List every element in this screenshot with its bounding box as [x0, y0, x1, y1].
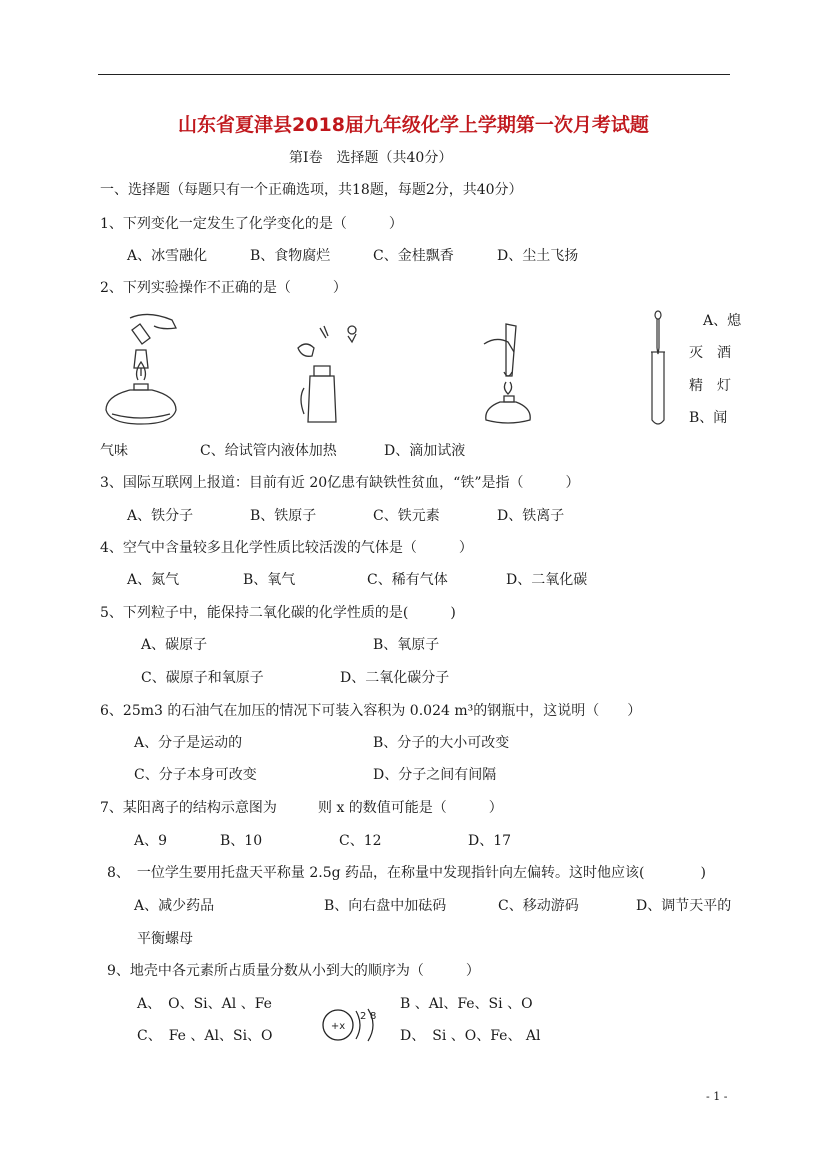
question-2-side-label-3: 精 灯 [689, 378, 731, 394]
question-7-option-c: C、12 [339, 833, 382, 849]
question-6-option-d: D、分子之间有间隔 [373, 767, 497, 783]
question-3-option-d: D、铁离子 [497, 508, 565, 524]
question-4-option-c: C、稀有气体 [367, 572, 448, 588]
header-rule [98, 74, 730, 75]
question-1-option-b: B、食物腐烂 [250, 248, 331, 264]
question-2-stem: 2、下列实验操作不正确的是（ ） [100, 280, 347, 296]
question-3-option-c: C、铁元素 [373, 508, 440, 524]
question-8-stem: 8、 一位学生要用托盘天平称量 2.5g 药品，在称量中发现指针向左偏转。这时他应该( ) [107, 865, 706, 881]
question-8-option-b: B、向右盘中加砝码 [324, 898, 447, 914]
ion-structure-diagram [318, 1005, 384, 1045]
question-3-option-a: A、铁分子 [127, 508, 194, 524]
question-6-stem: 6、25m3 的石油气在加压的情况下可装入容积为 0.024 m³的钢瓶中，这说明（ ） [100, 703, 642, 719]
question-4-stem: 4、空气中含量较多且化学性质比较活泼的气体是（ ） [100, 540, 473, 556]
question-2-option-b-cont: 气味 [100, 443, 128, 459]
question-7-stem-start: 7、某阳离子的结构示意图为 [100, 800, 277, 816]
smelling-gas-illustration [290, 318, 365, 430]
question-8-option-c: C、移动游码 [498, 898, 579, 914]
question-8-option-d: D、调节天平的 [636, 898, 732, 914]
question-9-option-b: B 、Al、Fe、Si 、O [400, 996, 533, 1012]
question-5-stem: 5、下列粒子中，能保持二氧化碳的化学性质的是( ) [100, 605, 456, 621]
question-2-side-label-1: A、熄 [703, 313, 742, 329]
nucleus-charge: +x [330, 1021, 346, 1032]
question-7-option-a: A、9 [134, 833, 168, 849]
question-7-option-d: D、17 [468, 833, 512, 849]
question-5-option-d: D、二氧化碳分子 [340, 670, 450, 686]
question-2-side-label-2: 灭 酒 [689, 345, 731, 361]
shell-2-electrons: 8 [370, 1011, 377, 1022]
question-4-option-a: A、氮气 [127, 572, 180, 588]
section-heading: 第Ⅰ卷 选择题（共40分） [289, 150, 453, 166]
question-8-option-d-cont: 平衡螺母 [137, 931, 193, 947]
alcohol-lamp-extinguish-illustration [100, 310, 190, 430]
heating-test-tube-illustration [478, 316, 548, 428]
question-1-option-a: A、冰雪融化 [127, 248, 208, 264]
question-5-option-c: C、碳原子和氧原子 [141, 670, 264, 686]
dropper-illustration [643, 310, 673, 428]
question-9-option-a: A、 O、Si、Al 、Fe [137, 996, 272, 1012]
question-8-option-a: A、减少药品 [134, 898, 215, 914]
question-2-side-label-4: B、闻 [689, 410, 728, 426]
page-number: - 1 - [706, 1090, 728, 1103]
shell-1-electrons: 2 [360, 1011, 367, 1022]
part-heading: 一、选择题（每题只有一个正确选项，共18题，每题2分，共40分） [100, 182, 523, 198]
question-6-option-c: C、分子本身可改变 [134, 767, 257, 783]
question-1-option-d: D、尘土飞扬 [497, 248, 579, 264]
question-6-option-a: A、分子是运动的 [134, 735, 243, 751]
question-4-option-b: B、氧气 [243, 572, 296, 588]
question-2-option-c: C、给试管内液体加热 [200, 443, 337, 459]
question-7-option-b: B、10 [220, 833, 263, 849]
question-9-option-d: D、 Si 、O、Fe、 Al [400, 1028, 541, 1044]
question-1-option-c: C、金桂飘香 [373, 248, 454, 264]
question-9-stem: 9、地壳中各元素所占质量分数从小到大的顺序为（ ） [107, 963, 480, 979]
question-3-option-b: B、铁原子 [250, 508, 317, 524]
question-4-option-d: D、二氧化碳 [506, 572, 588, 588]
question-5-option-a: A、碳原子 [141, 637, 208, 653]
exam-title: 山东省夏津县2018届九年级化学上学期第一次月考试题 [178, 114, 649, 136]
question-2-option-d: D、滴加试液 [384, 443, 466, 459]
question-7-stem-end: 则 x 的数值可能是（ ） [318, 800, 503, 816]
question-3-stem: 3、国际互联网上报道：目前有近 20亿患有缺铁性贫血，“铁”是指（ ） [100, 475, 580, 491]
question-9-option-c: C、 Fe 、Al、Si、O [137, 1028, 273, 1044]
question-6-option-b: B、分子的大小可改变 [373, 735, 510, 751]
question-5-option-b: B、氧原子 [373, 637, 440, 653]
question-1-stem: 1、下列变化一定发生了化学变化的是（ ） [100, 216, 403, 232]
